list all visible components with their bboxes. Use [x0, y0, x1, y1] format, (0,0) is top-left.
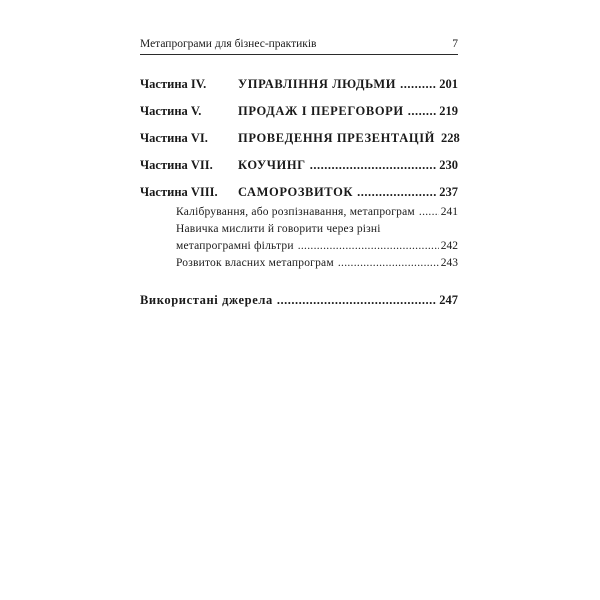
part-title: ПРОВЕДЕННЯ ПРЕЗЕНТАЦІЙ: [238, 131, 435, 145]
part-page: 237: [439, 185, 458, 199]
toc-entry-part-7: [140, 158, 458, 185]
dot-leader: [277, 293, 437, 308]
page-number: 7: [452, 38, 458, 50]
part-page: 201: [439, 77, 458, 91]
subentry-page: 241: [440, 206, 458, 218]
book-title: Метапрограми для бізнес-практиків: [140, 38, 317, 50]
toc-entry-part-8: [140, 185, 458, 204]
part-8-subsections: [176, 204, 458, 272]
toc-subentry: [176, 221, 458, 255]
book-page: [140, 38, 458, 308]
dot-leader: [357, 185, 437, 200]
part-title: УПРАВЛІННЯ ЛЮДЬМИ: [238, 77, 397, 91]
part-page: 219: [439, 104, 458, 118]
part-label: Частина IV.: [140, 77, 207, 91]
toc-entry-part-5: [140, 104, 458, 131]
dot-leader: [338, 255, 439, 272]
part-label: Частина VI.: [140, 131, 208, 145]
dot-leader: [408, 104, 438, 119]
toc-entry-part-6: [140, 131, 458, 158]
toc-entry-sources: [140, 293, 458, 308]
part-label: Частина V.: [140, 104, 202, 118]
part-title: КОУЧИНГ: [238, 158, 306, 172]
dot-leader: [298, 238, 439, 255]
part-page: 228: [440, 131, 460, 145]
subentry-title-line1: Навичка мислити й говорити через різні: [176, 223, 381, 235]
part-title: САМОРОЗВИТОК: [238, 185, 354, 199]
part-title: ПРОДАЖ І ПЕРЕГОВОРИ: [238, 104, 404, 118]
sources-page: 247: [439, 293, 458, 307]
subentry-title: Калібрування, або розпізнавання, метапрограм: [176, 206, 415, 218]
subentry-page: 243: [440, 257, 458, 269]
dot-leader: [419, 204, 439, 221]
subentry-second-line: [176, 238, 458, 255]
sources-title: Використані джерела: [140, 293, 273, 307]
dot-leader: [310, 158, 438, 173]
subentry-title: Розвиток власних метапрограм: [176, 257, 334, 269]
subentry-title-line2: метапрограмні фільтри: [176, 240, 294, 252]
running-header: [140, 38, 458, 55]
part-label: Частина VIII.: [140, 185, 218, 199]
part-label: Частина VII.: [140, 158, 213, 172]
toc-entry-part-4: [140, 77, 458, 104]
table-of-contents: [140, 77, 458, 308]
toc-subentry: [176, 255, 458, 272]
toc-subentry: [176, 204, 458, 221]
subentry-page: 242: [440, 240, 458, 252]
part-page: 230: [439, 158, 458, 172]
dot-leader: [400, 77, 437, 92]
